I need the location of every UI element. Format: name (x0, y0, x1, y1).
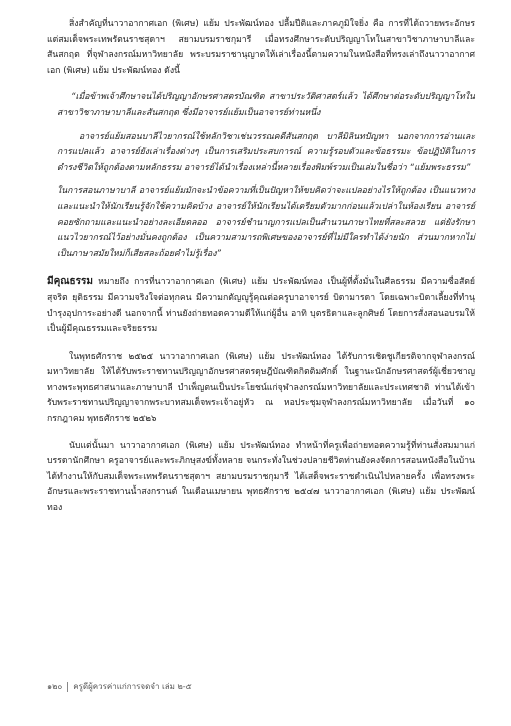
quote-paragraph-2: อาจารย์แย้มสอนบาลีไวยากรณ์ใช้หลักวิชาเช่นวรรณคดีสันสกฤต บาลีมิลินทปัญหา นอกจากการอ่านและการแปลแล้ว อาจารย์ยังเล่าเรื่องต่างๆ เป็นการเสริมประสบการณ์ ความรู้รอบตัวและข้อธรรมะ ข้อปฏิบัติในการดำรงชีวิตให้ถูกต้องตามหลักธรรม อาจารย์ได้นำเรื่องเหล่านี้หลายเรื่องพิมพ์รวมเป็นเล่มในชื่อว่า “แย้มพระธรรม” (57, 131, 475, 173)
quote-paragraph-3: ในการสอนภาษาบาลี อาจารย์แย้มมักจะนำข้อความที่เป็นปัญหาให้ขบคิดว่าจะแปลอย่างไรให้ถูกต้อง เป็นแนวทางและแนะนำให้นักเรียนรู้จักใช้ความคิดบ้าง อาจารย์ให้นักเรียนได้เตรียมตัวมากก่อนแล้วเปล่าในห้องเรียน อาจารย์คอยซักถามและแนะนำอย่างละเอียดลออ อาจารย์ชำนาญการแปลเป็นสำนวนภาษาไทยที่สละสลวย แต่ยังรักษาแนวไวยากรณ์ไว้อย่างมั่นคงถูกต้อง เป็นความสามารถพิเศษของอาจารย์ที่ไม่มีใครทำได้ง่ายนัก ส่วนมากหากไม่เป็นภาษาสมัยใหม่ก็เสียสละถ้อยคำไม่รู้เรื่อง” (57, 186, 475, 259)
footer-divider (67, 682, 68, 692)
quote-paragraph-1: “เมื่อข้าพเจ้าศึกษาจนได้ปริญญาอักษรศาสตรบัณฑิต สาขาประวัติศาสตร์แล้ว ได้ศึกษาต่อระดับปริญญาโทในสาขาวิชาภาษาบาลีและสันสกฤต ซึ่งมีอาจารย์แย้มเป็นอาจารย์ท่านหนึ่ง (57, 92, 475, 118)
book-title: ครูดีผู้ควรค่าแก่การจดจำ เล่ม ๒-๕ (73, 682, 192, 691)
paragraph-intro: สิ่งสำคัญที่นาวาอากาศเอก (พิเศษ) แย้ม ประพัฒน์ทอง ปลื้มปีติและภาคภูมิใจยิ่ง คือ การที่ได้ถวายพระอักษรแด่สมเด็จพระเทพรัตนราชสุดาฯ สยามบรมราชกุมารี เมื่อทรงศึกษาระดับปริญญาโทในสาขาวิชาภาษาบาลีและสันสกฤต ที่จุฬาลงกรณ์มหาวิทยาลัย พระบรมราชานุญาตให้เล่าเรื่องนี้ตามความในหนังสือที่ทรงเล่าถึงนาวาอากาศเอก (พิเศษ) แย้ม ประพัฒน์ทอง ดังนี้ (47, 19, 475, 76)
paragraph-later-life: นับแต่นั้นมา นาวาอากาศเอก (พิเศษ) แย้ม ประพัฒน์ทอง ทำหน้าที่ครูเพื่อถ่ายทอดความรู้ที่ท่านสั่งสมมาแก่บรรดานักศึกษา ครูอาจารย์และพระภิกษุสงฆ์ทั้งหลาย จนกระทั่งในช่วงปลายชีวิตท่านยังคงจัดการสอนหนังสือในบ้าน ได้ทำงานให้กับสมเด็จพระเทพรัตนราชสุดาฯ สยามบรมราชกุมารี ได้เสด็จพระราชดำเนินไปหลายครั้ง เพื่อทรงพระอักษรและพระราชทานน้ำสงกรานต์ ในเดือนเมษายน พุทธศักราช ๒๕๔๗ นาวาอากาศเอก (พิเศษ) แย้ม ประพัฒน์ทอง (47, 440, 475, 514)
paragraph-virtue (47, 274, 475, 337)
page-footer (47, 680, 192, 693)
paragraph-honorary-degree: ในพุทธศักราช ๒๕๒๕ นาวาอากาศเอก (พิเศษ) แย้ม ประพัฒน์ทอง ได้รับการเชิดชูเกียรติจากจุฬาลงกรณ์มหาวิทยาลัย ให้ได้รับพระราชทานปริญญาอักษรศาสตรดุษฎีบัณฑิตกิตติมศักดิ์ ในฐานะนักอักษรศาสตร์ผู้เชี่ยวชาญทางพระพุทธศาสนาและภาษาบาลี บำเพ็ญตนเป็นประโยชน์แก่จุฬาลงกรณ์มหาวิทยาลัยและประเทศชาติ ท่านได้เข้ารับพระราชทานปริญญาจากพระบาทสมเด็จพระเจ้าอยู่หัว ณ หอประชุมจุฬาลงกรณ์มหาวิทยาลัย เมื่อวันที่ ๑๐ กรกฎาคม พุทธศักราช ๒๕๒๖ (47, 351, 475, 425)
page-body (47, 17, 475, 517)
virtue-heading: มีคุณธรรม (47, 276, 93, 288)
page-number: ๑๒๐ (47, 682, 63, 691)
virtue-text: หมายถึง การที่นาวาอากาศเอก (พิเศษ) แย้ม ประพัฒน์ทอง เป็นผู้ที่ตั้งมั่นในศีลธรรม มีความซื่อสัตย์สุจริต ยุติธรรม มีความจริงใจต่อทุกคน มีความกตัญญูรู้คุณต่อครูบาอาจารย์ บิดามารดา โดยเฉพาะบิดาเลี้ยงที่ทำนุบำรุงอุปการะอย่างดี นอกจากนี้ ท่านยังถ่ายทอดความดีให้แก่ผู้อื่น อาทิ บุตรธิดาและลูกศิษย์ โดยการสั่งสอนอบรมให้เป็นผู้มีคุณธรรมและจริยธรรม (47, 277, 475, 335)
